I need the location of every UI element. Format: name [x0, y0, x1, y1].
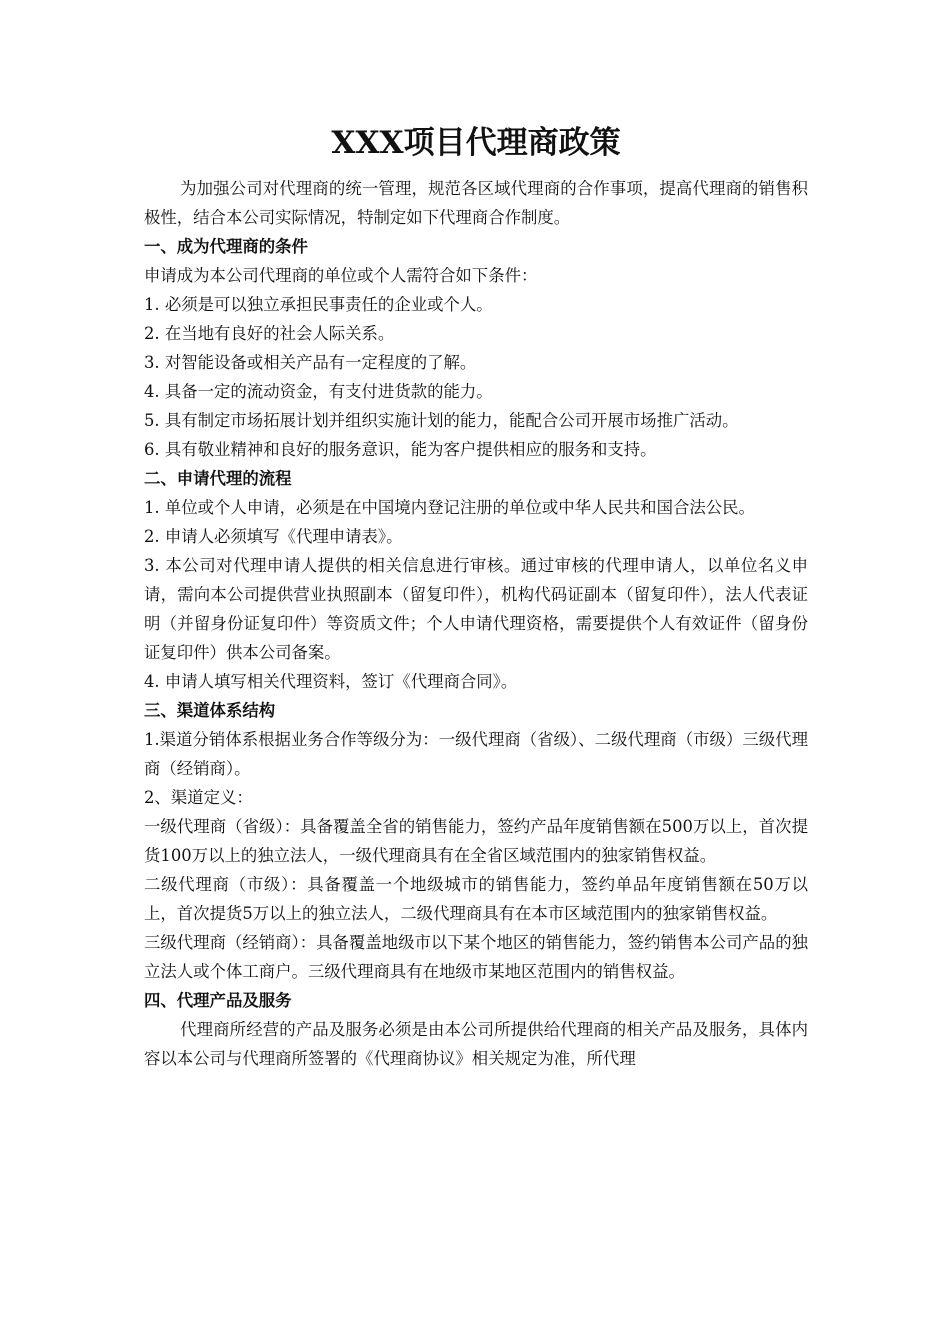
- document-page: [144, 118, 808, 1073]
- section-heading: 三、渠道体系结构: [144, 701, 276, 720]
- list-item: 4. 申请人填写相关代理资料，签订《代理商合同》。: [144, 672, 518, 691]
- list-item: 2. 申请人必须填写《代理申请表》。: [144, 527, 403, 546]
- list-item: 2. 在当地有良好的社会人际关系。: [144, 324, 395, 343]
- intro-paragraph: 为加强公司对代理商的统一管理，规范各区域代理商的合作事项，提高代理商的销售积极性，结合本公司实际情况，特制定如下代理商合作制度。: [144, 179, 808, 227]
- section-conditions: [144, 232, 808, 464]
- list-item: 4. 具备一定的流动资金，有支付进货款的能力。: [144, 382, 493, 401]
- list-item: 3. 对智能设备或相关产品有一定程度的了解。: [144, 353, 477, 372]
- document-title: XXX项目代理商政策: [331, 125, 621, 161]
- list-item: 1. 单位或个人申请，必须是在中国境内登记注册的单位或中华人民共和国合法公民。: [144, 498, 755, 517]
- list-item: 5. 具有制定市场拓展计划并组织实施计划的能力，能配合公司开展市场推广活动。: [144, 411, 739, 430]
- section-heading: 一、成为代理商的条件: [144, 237, 308, 256]
- section-body: 代理商所经营的产品及服务必须是由本公司所提供给代理商的相关产品及服务，具体内容以本公司与代理商所签署的《代理商协议》相关规定为准，所代理: [144, 1020, 808, 1068]
- section-products-services: [144, 986, 808, 1073]
- list-item: 3. 本公司对代理申请人提供的相关信息进行审核。通过审核的代理申请人，以单位名义申请，需向本公司提供营业执照副本（留复印件），机构代码证副本（留复印件），法人代表证明（并留身份证复印件）等资质文件；个人申请代理资格，需要提供个人有效证件（留身份证复印件）供本公司备案。: [144, 556, 808, 662]
- list-item: 6. 具有敬业精神和良好的服务意识，能为客户提供相应的服务和支持。: [144, 440, 657, 459]
- section-application-process: [144, 464, 808, 696]
- list-item: 1.渠道分销体系根据业务合作等级分为：一级代理商（省级）、二级代理商（市级）三级代理商（经销商）。: [144, 730, 808, 778]
- section-heading: 四、代理产品及服务: [144, 991, 292, 1010]
- list-item: 三级代理商（经销商）：具备覆盖地级市以下某个地区的销售能力，签约销售本公司产品的独立法人或个体工商户。三级代理商具有在地级市某地区范围内的销售权益。: [144, 933, 808, 981]
- list-item: 一级代理商（省级）：具备覆盖全省的销售能力，签约产品年度销售额在500万以上，首次提货100万以上的独立法人，一级代理商具有在全省区域范围内的独家销售权益。: [144, 817, 808, 865]
- list-item: 1. 必须是可以独立承担民事责任的企业或个人。: [144, 295, 493, 314]
- section-channel-structure: [144, 696, 808, 986]
- list-item: 2、渠道定义：: [144, 788, 253, 807]
- section-heading: 二、申请代理的流程: [144, 469, 292, 488]
- section-lead: 申请成为本公司代理商的单位或个人需符合如下条件：: [144, 266, 538, 285]
- list-item: 二级代理商（市级）：具备覆盖一个地级城市的销售能力，签约单品年度销售额在50万以上，首次提货5万以上的独立法人，二级代理商具有在本市区域范围内的独家销售权益。: [144, 875, 808, 923]
